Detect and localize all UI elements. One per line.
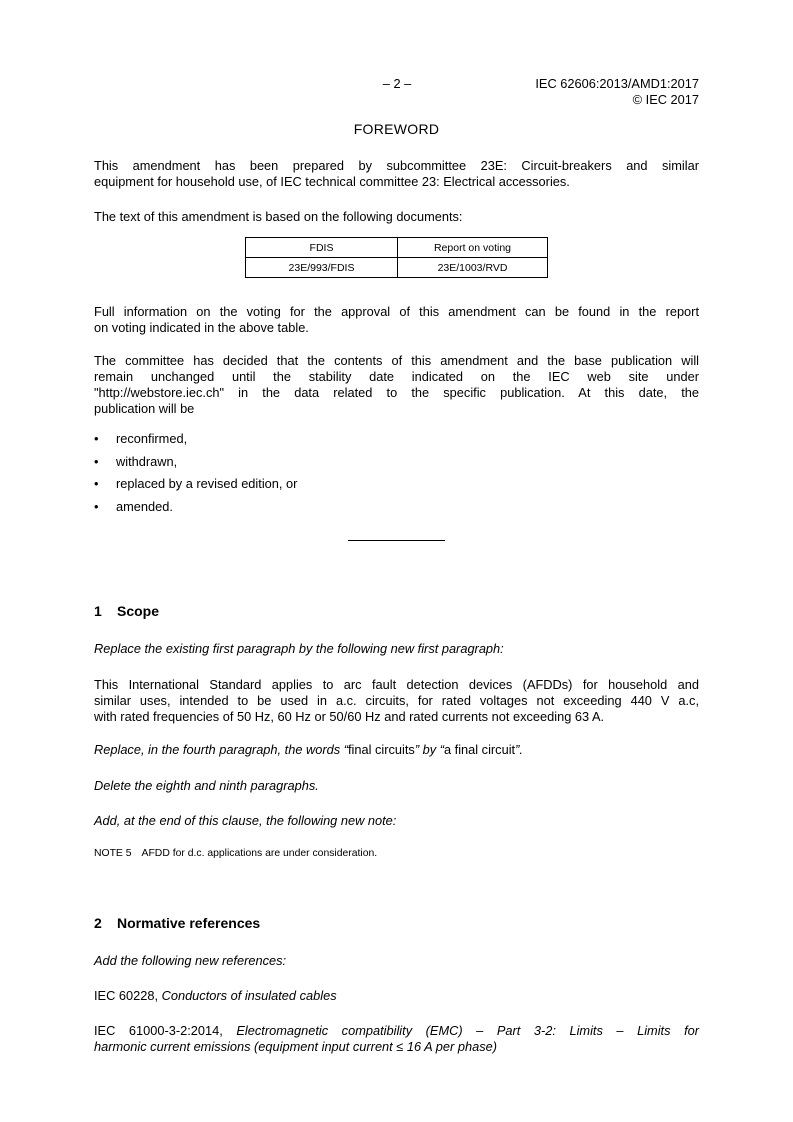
table-header-row [246, 238, 548, 258]
foreword-para4-line4: publication will be [94, 401, 195, 416]
note-text: AFDD for d.c. applications are under consideration. [141, 848, 378, 859]
doc-ref: IEC 62606:2013/AMD1:2017 [535, 76, 699, 91]
voting-documents-table [245, 237, 548, 278]
scope-para-line1: This International Standard applies to arc fault detection devices (AFDDs) for household and [94, 677, 699, 692]
foreword-para3-line2: on voting indicated in the above table. [94, 320, 309, 335]
reference-2-line1: IEC 61000-3-2:2014, Electromagnetic compatibility (EMC) – Part 3-2: Limits – Limits for [94, 1023, 700, 1038]
bullet-icon: • [94, 476, 99, 491]
foreword-title: FOREWORD [353, 121, 440, 137]
scope-instruction-4: Add, at the end of this clause, the following new note: [94, 813, 397, 828]
normative-instruction: Add the following new references: [94, 953, 287, 968]
foreword-para4-line2: remain unchanged until the stability date indicated on the IEC web site under [94, 369, 699, 384]
reference-2-line2: harmonic current emissions (equipment input current ≤ 16 A per phase) [94, 1039, 497, 1054]
document-reference [535, 76, 699, 108]
scope-instruction-3: Delete the eighth and ninth paragraphs. [94, 778, 319, 793]
table-cell: 23E/1003/RVD [398, 258, 548, 278]
foreword-para3-line1: Full information on the voting for the approval of this amendment can be found in the report [94, 304, 699, 319]
foreword-para1-line2: equipment for household use, of IEC technical committee 23: Electrical accessories. [94, 174, 570, 189]
section-divider [348, 540, 445, 541]
section-title: Scope [117, 603, 160, 619]
normative-references-heading [94, 915, 260, 931]
note [94, 848, 377, 859]
note-label: NOTE 5 [94, 848, 132, 859]
foreword-para4-line3: "http://webstore.iec.ch" in the data related to the specific publication. At this date, the [94, 385, 699, 400]
copyright: © IEC 2017 [632, 92, 699, 107]
scope-instruction-2: Replace, in the fourth paragraph, the words “final circuits” by “a final circuit”. [94, 742, 523, 757]
scope-para-line3: with rated frequencies of 50 Hz, 60 Hz or 50/60 Hz and rated currents not exceeding 63 A. [94, 709, 605, 724]
table-cell: 23E/993/FDIS [246, 258, 398, 278]
foreword-para2: The text of this amendment is based on the following documents: [94, 209, 463, 224]
page-number: – 2 – [382, 76, 412, 91]
scope-instruction-1: Replace the existing first paragraph by the following new first paragraph: [94, 641, 504, 656]
foreword-para1-line1: This amendment has been prepared by subcommittee 23E: Circuit-breakers and similar [94, 158, 699, 173]
section-number: 2 [94, 915, 102, 931]
table-row [246, 258, 548, 278]
scope-heading [94, 603, 159, 619]
foreword-para4-line1: The committee has decided that the contents of this amendment and the base publication will [94, 353, 699, 368]
section-number: 1 [94, 603, 102, 619]
table-header-cell: FDIS [246, 238, 398, 258]
bullet-icon: • [94, 499, 99, 514]
bullet-icon: • [94, 431, 99, 446]
section-title: Normative references [117, 915, 261, 931]
reference-1: IEC 60228, Conductors of insulated cables [94, 988, 337, 1003]
table-header-cell: Report on voting [398, 238, 548, 258]
scope-para-line2: similar uses, intended to be used in a.c. circuits, for rated voltages not exceeding 440 V a.c, [94, 693, 699, 708]
bullet-icon: • [94, 454, 99, 469]
